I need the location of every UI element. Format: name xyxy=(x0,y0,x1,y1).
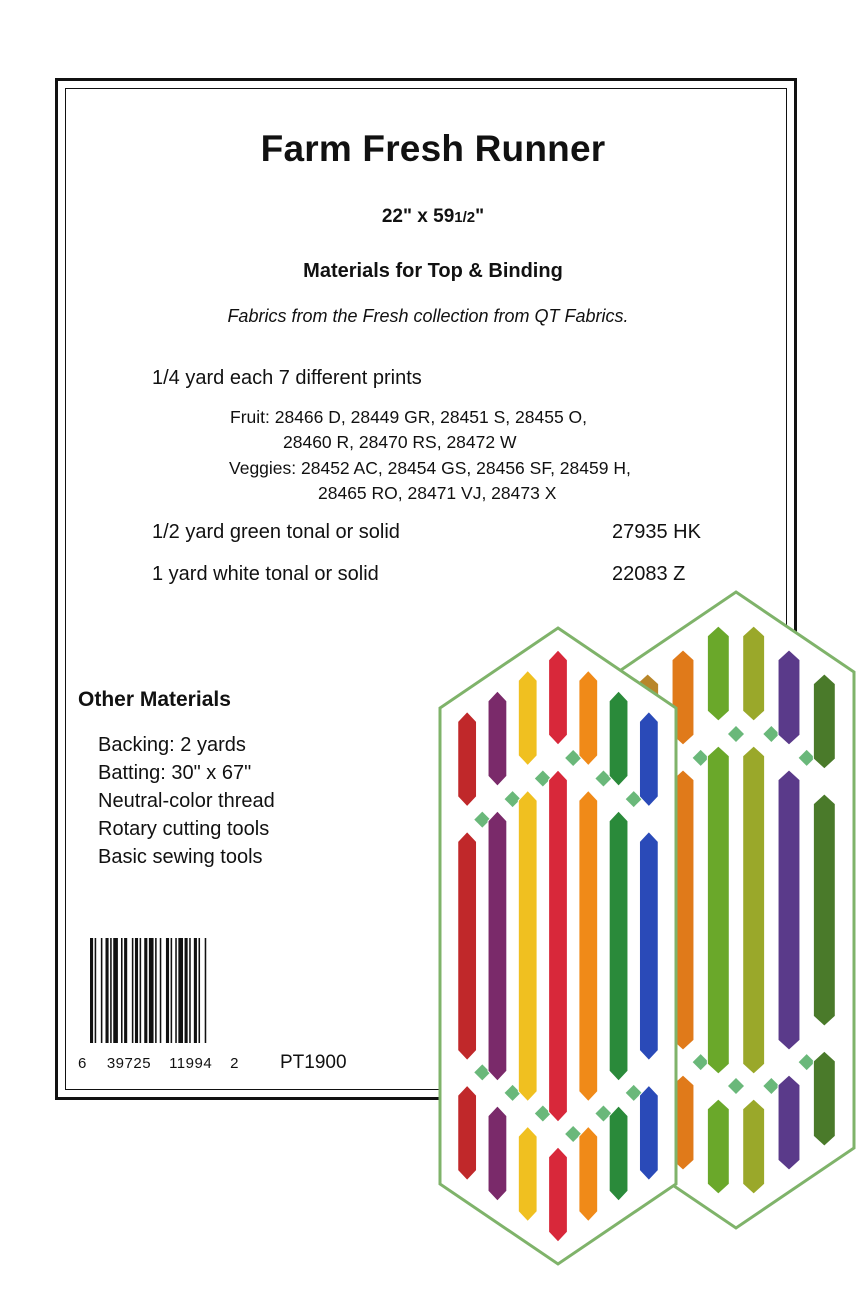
barcode-digit-check: 2 xyxy=(230,1055,240,1072)
green-fabric-code: 27935 HK xyxy=(612,521,701,543)
pattern-title: Farm Fresh Runner xyxy=(260,128,606,169)
barcode-number xyxy=(78,1055,239,1072)
prints-label: 1/4 yard each 7 different prints xyxy=(152,367,422,389)
other-material-item: Rotary cutting tools xyxy=(98,818,270,840)
materials-subheading: Fabrics from the Fresh collection from QT Fabrics. xyxy=(227,306,629,326)
veggies-line-2: 28465 RO, 28471 VJ, 28473 X xyxy=(318,483,557,503)
size-end: " xyxy=(475,206,485,227)
fruit-line-1: Fruit: 28466 D, 28449 GR, 28451 S, 28455 O, xyxy=(230,407,588,427)
other-material-item: Backing: 2 yards xyxy=(98,734,246,756)
white-fabric-label: 1 yard white tonal or solid xyxy=(152,563,379,585)
size-main: 22" x 59 xyxy=(381,206,455,227)
other-material-item: Neutral-color thread xyxy=(98,790,275,812)
white-fabric-code: 22083 Z xyxy=(612,563,686,585)
materials-heading: Materials for Top & Binding xyxy=(303,260,563,282)
veggies-line-1: Veggies: 28452 AC, 28454 GS, 28456 SF, 28459 H, xyxy=(229,458,631,478)
barcode-image xyxy=(90,938,240,1043)
barcode-digits-left: 39725 xyxy=(106,1055,152,1072)
fruit-line-2: 28460 R, 28470 RS, 28472 W xyxy=(283,432,517,452)
other-material-item: Batting: 30" x 67" xyxy=(98,762,252,784)
other-materials-heading: Other Materials xyxy=(78,688,231,711)
green-fabric-label: 1/2 yard green tonal or solid xyxy=(152,521,400,543)
barcode-digit-lead: 6 xyxy=(78,1055,87,1072)
product-code: PT1900 xyxy=(280,1052,347,1073)
table-runner-illustration xyxy=(436,588,866,1300)
other-material-item: Basic sewing tools xyxy=(98,846,263,868)
barcode-digits-right: 11994 xyxy=(169,1055,213,1072)
size-fraction: 1/2 xyxy=(454,209,476,226)
finished-size xyxy=(0,206,866,228)
